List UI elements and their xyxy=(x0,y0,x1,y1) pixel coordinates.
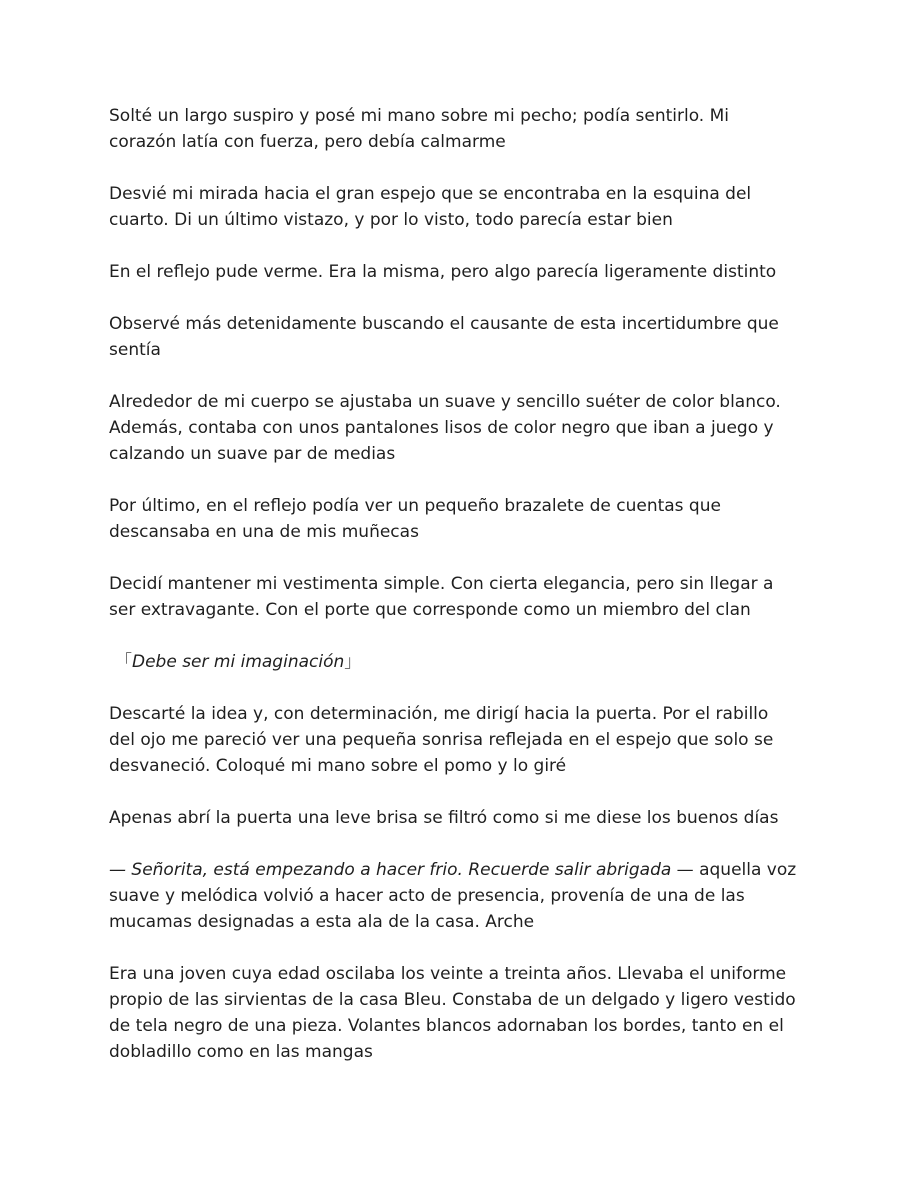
paragraph-1: Solté un largo suspiro y posé mi mano sobre mi pecho; podía sentirlo. Mi corazón latía con fuerza, pero debía calmarme xyxy=(109,106,730,152)
paragraph-3: En el reflejo pude verme. Era la misma, pero algo parecía ligeramente distinto xyxy=(109,262,777,282)
dialogue-paragraph xyxy=(109,857,799,935)
thought-quote xyxy=(109,649,799,675)
paragraph-6: Por último, en el reflejo podía ver un pequeño brazalete de cuentas que descansaba en una de mis muñecas xyxy=(109,496,721,542)
paragraph-7: Decidí mantener mi vestimenta simple. Con cierta elegancia, pero sin llegar a ser extravagante. Con el porte que corresponde como un miembro del clan xyxy=(109,574,774,620)
paragraph-12: Era una joven cuya edad oscilaba los veinte a treinta años. Llevaba el uniforme propio de las sirvientas de la casa Bleu. Constaba de un delgado y ligero vestido de tela negro de una pieza. Volantes blancos adornaban los bordes, tanto en el dobladillo como en las mangas xyxy=(109,964,796,1062)
paragraph-9: Descarté la idea y, con determinación, me dirigí hacia la puerta. Por el rabillo del ojo me pareció ver una pequeña sonrisa reflejada en el espejo que solo se desvaneció. Coloqué mi mano sobre el pomo y lo giré xyxy=(109,704,774,776)
open-bracket: 「 xyxy=(115,652,132,672)
dialogue-speech: — Señorita, está empezando a hacer frio. Recuerde salir abrigada xyxy=(109,860,672,880)
paragraph-5: Alrededor de mi cuerpo se ajustaba un suave y sencillo suéter de color blanco. Además, contaba con unos pantalones lisos de color negro que iban a juego y calzando un suave par de medias xyxy=(109,392,781,464)
dialogue-narration: — aquella voz suave y melódica volvió a hacer acto de presencia, provenía de una de las mucamas designadas a esta ala de la casa. Arche xyxy=(109,860,797,932)
close-bracket: 」 xyxy=(344,652,362,672)
thought-text: Debe ser mi imaginación xyxy=(132,652,345,672)
paragraph-2: Desvié mi mirada hacia el gran espejo que se encontraba en la esquina del cuarto. Di un último vistazo, y por lo visto, todo parecía estar bien xyxy=(109,184,752,230)
paragraph-10: Apenas abrí la puerta una leve brisa se filtró como si me diese los buenos días xyxy=(109,808,779,828)
paragraph-4: Observé más detenidamente buscando el causante de esta incertidumbre que sentía xyxy=(109,314,779,360)
document-page xyxy=(109,103,799,1091)
